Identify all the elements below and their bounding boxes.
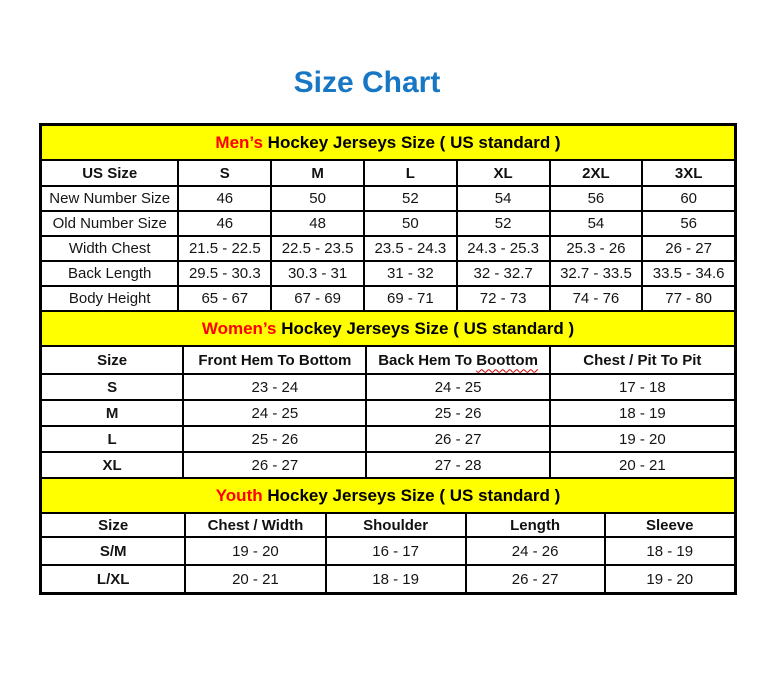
cell-value: 20 - 21 [185,565,325,593]
back-hem-prefix: Back Hem To [378,351,477,369]
row-label: XL [41,452,183,478]
page-title: Size Chart [293,66,441,99]
table-row [41,374,735,400]
cell-value: 20 - 21 [550,452,735,478]
cell-value: 32.7 - 33.5 [550,261,643,286]
size-chart-tables [39,123,737,595]
cell-value: 24 - 25 [366,374,549,400]
cell-value: 23.5 - 24.3 [364,236,457,261]
cell-value: 26 - 27 [366,426,549,452]
youth-highlight-text: Youth [215,485,263,505]
row-label: Old Number Size [41,211,178,236]
womens-size-table [40,310,736,479]
mens-title-rest: Hockey Jerseys Size ( US standard ) [262,132,561,152]
table-row [41,286,735,311]
youth-col-length: Length [466,513,605,537]
row-label: Width Chest [41,236,178,261]
womens-col-front-hem: Front Hem To Bottom [183,346,366,374]
cell-value: 21.5 - 22.5 [178,236,271,261]
cell-value: 30.3 - 31 [271,261,364,286]
row-label: S [41,374,183,400]
cell-value: 50 [364,211,457,236]
cell-value: 54 [457,186,550,211]
row-label: L/XL [41,565,185,593]
womens-title-rest: Hockey Jerseys Size ( US standard ) [276,318,575,338]
cell-value: 77 - 80 [642,286,735,311]
mens-col-2xl: 2XL [550,160,643,186]
cell-value: 46 [178,211,271,236]
row-label: M [41,400,183,426]
youth-size-table [40,477,736,594]
mens-size-table [40,124,736,312]
row-label: Back Length [41,261,178,286]
womens-col-chest: Chest / Pit To Pit [550,346,735,374]
mens-col-s: S [178,160,271,186]
cell-value: 24 - 25 [183,400,366,426]
table-row [41,261,735,286]
cell-value: 25 - 26 [183,426,366,452]
table-row [41,211,735,236]
cell-value: 33.5 - 34.6 [642,261,735,286]
cell-value: 54 [550,211,643,236]
cell-value: 24 - 26 [466,537,605,565]
womens-section-header [41,311,735,346]
cell-value: 67 - 69 [271,286,364,311]
cell-value: 18 - 19 [550,400,735,426]
youth-col-sleeve: Sleeve [605,513,735,537]
womens-section-title [41,311,735,346]
youth-col-shoulder: Shoulder [326,513,466,537]
womens-highlight-text: Women’s [201,318,277,338]
table-row [41,400,735,426]
cell-value: 56 [550,186,643,211]
cell-value: 32 - 32.7 [457,261,550,286]
cell-value: 19 - 20 [550,426,735,452]
youth-title-rest: Hockey Jerseys Size ( US standard ) [262,485,561,505]
womens-column-header-row [41,346,735,374]
cell-value: 18 - 19 [326,565,466,593]
cell-value: 46 [178,186,271,211]
mens-col-us-size: US Size [41,160,178,186]
cell-value: 19 - 20 [185,537,325,565]
table-row [41,565,735,593]
cell-value: 65 - 67 [178,286,271,311]
row-label: S/M [41,537,185,565]
back-hem-misspelled-word: Boottom [476,351,538,369]
table-row [41,426,735,452]
cell-value: 52 [457,211,550,236]
youth-section-title [41,478,735,513]
row-label: L [41,426,183,452]
womens-col-back-hem [366,346,549,374]
mens-section-title [41,125,735,160]
cell-value: 26 - 27 [466,565,605,593]
mens-highlight-text: Men’s [215,132,263,152]
cell-value: 16 - 17 [326,537,466,565]
cell-value: 29.5 - 30.3 [178,261,271,286]
cell-value: 25 - 26 [366,400,549,426]
cell-value: 26 - 27 [183,452,366,478]
table-row [41,236,735,261]
mens-section-header [41,125,735,160]
cell-value: 72 - 73 [457,286,550,311]
womens-col-size: Size [41,346,183,374]
youth-section-header [41,478,735,513]
mens-column-header-row [41,160,735,186]
cell-value: 25.3 - 26 [550,236,643,261]
mens-col-m: M [271,160,364,186]
cell-value: 22.5 - 23.5 [271,236,364,261]
cell-value: 19 - 20 [605,565,735,593]
cell-value: 18 - 19 [605,537,735,565]
cell-value: 23 - 24 [183,374,366,400]
cell-value: 48 [271,211,364,236]
youth-col-size: Size [41,513,185,537]
mens-col-l: L [364,160,457,186]
cell-value: 56 [642,211,735,236]
table-row [41,452,735,478]
youth-column-header-row [41,513,735,537]
cell-value: 31 - 32 [364,261,457,286]
row-label: Body Height [41,286,178,311]
cell-value: 27 - 28 [366,452,549,478]
cell-value: 69 - 71 [364,286,457,311]
table-row [41,537,735,565]
table-row [41,186,735,211]
cell-value: 74 - 76 [550,286,643,311]
youth-col-chest-width: Chest / Width [185,513,325,537]
cell-value: 24.3 - 25.3 [457,236,550,261]
mens-col-3xl: 3XL [642,160,735,186]
cell-value: 17 - 18 [550,374,735,400]
cell-value: 60 [642,186,735,211]
cell-value: 52 [364,186,457,211]
cell-value: 50 [271,186,364,211]
row-label: New Number Size [41,186,178,211]
cell-value: 26 - 27 [642,236,735,261]
mens-col-xl: XL [457,160,550,186]
